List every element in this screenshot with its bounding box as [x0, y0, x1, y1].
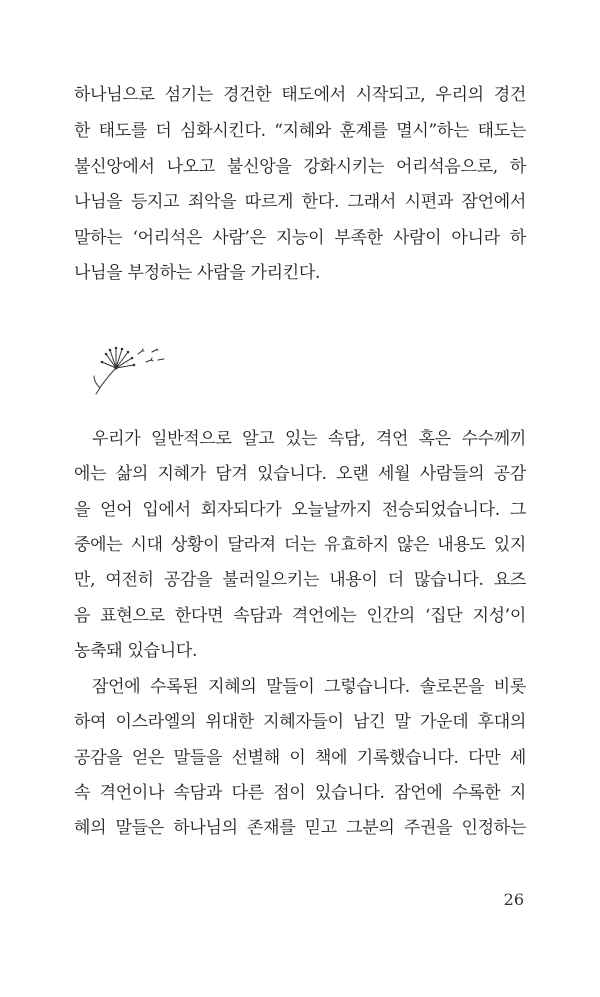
text-line: 나님을 부정하는 사람을 가리킨다. [74, 263, 321, 283]
text-line: 하여 이스라엘의 위대한 지혜자들이 남긴 말 가운데 후대의 [74, 712, 526, 732]
text-line: 에는 삶의 지혜가 담겨 있습니다. 오랜 세월 사람들의 공감 [74, 464, 526, 484]
dandelion-icon [88, 340, 168, 400]
text-line: 속 격언이나 속담과 다른 점이 있습니다. 잠언에 수록한 지 [74, 783, 526, 803]
text-line: 을 얻어 입에서 회자되다가 오늘날까지 전승되었습니다. 그 [74, 500, 526, 520]
text-line: 하나님으로 섬기는 경건한 태도에서 시작되고, 우리의 경건 [74, 85, 526, 105]
text-line: 중에는 시대 상황이 달라져 더는 유효하지 않은 내용도 있지 [74, 535, 526, 555]
text-line: 잠언에 수록된 지혜의 말들이 그렇습니다. 솔로몬을 비롯 [92, 677, 526, 697]
text-line: 만, 여전히 공감을 불러일으키는 내용이 더 많습니다. 요즈 [74, 570, 526, 590]
text-line: 말하는 ‘어리석은 사람’은 지능이 부족한 사람이 아니라 하 [74, 228, 526, 248]
text-line: 음 표현으로 한다면 속담과 격언에는 인간의 ‘집단 지성’이 [74, 606, 526, 626]
text-line: 혜의 말들은 하나님의 존재를 믿고 그분의 주권을 인정하는 [74, 818, 526, 838]
text-line: 불신앙에서 나오고 불신앙을 강화시키는 어리석음으로, 하 [74, 157, 526, 177]
text-line: 나님을 등지고 죄악을 따르게 한다. 그래서 시편과 잠언에서 [74, 192, 526, 212]
text-line: 공감을 얻은 말들을 선별해 이 책에 기록했습니다. 다만 세 [74, 748, 526, 768]
text-line: 농축돼 있습니다. [74, 641, 198, 661]
text-line: 우리가 일반적으로 알고 있는 속담, 격언 혹은 수수께끼 [92, 429, 526, 449]
page-number: 26 [503, 890, 524, 909]
text-line: 한 태도를 더 심화시킨다. “지혜와 훈계를 멸시”하는 태도는 [74, 121, 526, 141]
